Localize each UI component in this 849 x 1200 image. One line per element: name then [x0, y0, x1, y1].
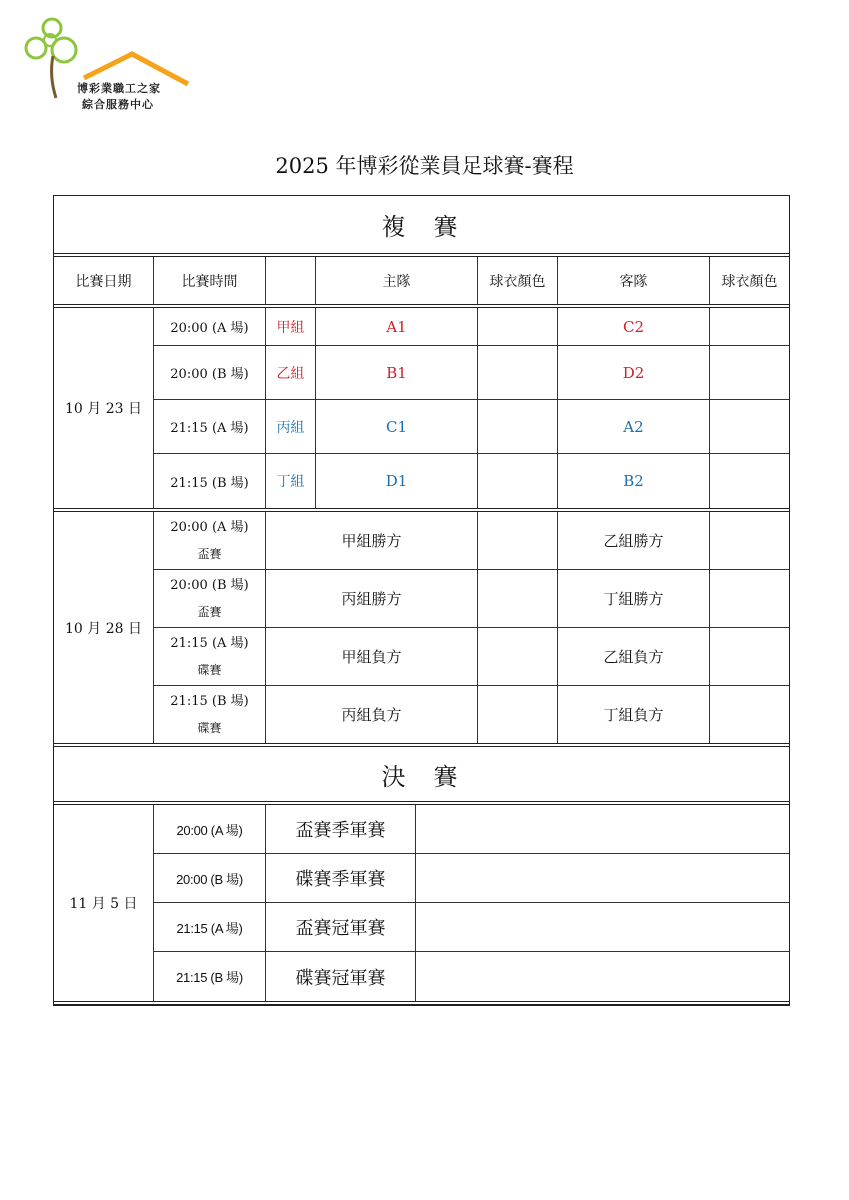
- group-label: 乙組: [266, 346, 316, 399]
- home-team: C1: [316, 400, 478, 453]
- semifinal-heading: 複賽: [54, 196, 789, 257]
- table-row: [154, 400, 789, 454]
- match-time: 20:00 (B 場): [154, 854, 266, 902]
- away-jersey-color: [710, 512, 789, 569]
- table-row: [154, 346, 789, 400]
- day-block-nov5: [54, 805, 789, 1005]
- final-heading: 決賽: [54, 747, 789, 805]
- match-time-text: 20:00 (B 場): [170, 577, 249, 593]
- home-jersey-color: [478, 570, 558, 627]
- away-jersey-color: [710, 628, 789, 685]
- header-group: [266, 257, 316, 304]
- away-team: 乙組勝方: [558, 512, 710, 569]
- match-time-text: 21:15 (A 場): [170, 635, 249, 651]
- match-notes: [416, 952, 789, 1001]
- match-time: [154, 686, 266, 743]
- logo-line-2: 綜合服務中心: [82, 98, 154, 111]
- table-row: [154, 854, 789, 903]
- table-header-row: [54, 257, 789, 308]
- match-time: 21:15 (B 場): [154, 454, 266, 508]
- match-time: 21:15 (A 場): [154, 400, 266, 453]
- away-jersey-color: [710, 686, 789, 743]
- match-time: 20:00 (B 場): [154, 346, 266, 399]
- away-jersey-color: [710, 400, 789, 453]
- away-team: 丁組負方: [558, 686, 710, 743]
- home-team: 甲組勝方: [266, 512, 478, 569]
- table-row: [154, 454, 789, 508]
- home-jersey-color: [478, 686, 558, 743]
- match-time: 21:15 (B 場): [154, 952, 266, 1001]
- table-row: [154, 952, 789, 1001]
- table-row: [154, 570, 789, 628]
- header-date: 比賽日期: [54, 257, 154, 304]
- group-label: 丙組: [266, 400, 316, 453]
- group-label: 丁組: [266, 454, 316, 508]
- schedule-table: [53, 195, 790, 1006]
- home-jersey-color: [478, 400, 558, 453]
- table-row: [154, 805, 789, 854]
- match-time-text: 21:15 (B 場): [170, 693, 249, 709]
- organization-logo: [22, 16, 197, 116]
- match-name: 盃賽季軍賽: [266, 805, 416, 853]
- home-team: 丙組勝方: [266, 570, 478, 627]
- day-block-oct28: [54, 512, 789, 747]
- match-type: 碟賽: [197, 720, 222, 735]
- away-team: A2: [558, 400, 710, 453]
- match-date: 10 月 28 日: [54, 512, 154, 743]
- match-name: 碟賽冠軍賽: [266, 952, 416, 1001]
- header-home-team: 主隊: [316, 257, 478, 304]
- home-team: D1: [316, 454, 478, 508]
- home-jersey-color: [478, 346, 558, 399]
- home-team: 丙組負方: [266, 686, 478, 743]
- match-time: 21:15 (A 場): [154, 903, 266, 951]
- table-row: [154, 512, 789, 570]
- header-time: 比賽時間: [154, 257, 266, 304]
- header-away-team: 客隊: [558, 257, 710, 304]
- match-notes: [416, 805, 789, 853]
- away-jersey-color: [710, 308, 789, 345]
- page-title: 2025 年博彩從業員足球賽-賽程: [275, 154, 574, 178]
- away-jersey-color: [710, 454, 789, 508]
- group-label: 甲組: [266, 308, 316, 345]
- home-jersey-color: [478, 308, 558, 345]
- table-row: [154, 686, 789, 743]
- logo-line-1: 博彩業職工之家: [77, 82, 161, 95]
- day-block-oct23: [54, 308, 789, 512]
- away-team: B2: [558, 454, 710, 508]
- away-jersey-color: [710, 570, 789, 627]
- home-jersey-color: [478, 628, 558, 685]
- away-team: 乙組負方: [558, 628, 710, 685]
- match-notes: [416, 854, 789, 902]
- away-team: D2: [558, 346, 710, 399]
- table-row: [154, 308, 789, 346]
- match-time: [154, 512, 266, 569]
- match-type: 盃賽: [197, 604, 222, 619]
- home-team: A1: [316, 308, 478, 345]
- match-notes: [416, 903, 789, 951]
- match-time: 20:00 (A 場): [154, 308, 266, 345]
- away-team: 丁組勝方: [558, 570, 710, 627]
- home-jersey-color: [478, 454, 558, 508]
- table-row: [154, 903, 789, 952]
- away-team: C2: [558, 308, 710, 345]
- match-date: 10 月 23 日: [54, 308, 154, 508]
- match-name: 碟賽季軍賽: [266, 854, 416, 902]
- header-home-jersey: 球衣顏色: [478, 257, 558, 304]
- away-jersey-color: [710, 346, 789, 399]
- match-type: 碟賽: [197, 662, 222, 677]
- match-type: 盃賽: [197, 546, 222, 561]
- match-name: 盃賽冠軍賽: [266, 903, 416, 951]
- home-jersey-color: [478, 512, 558, 569]
- table-row: [154, 628, 789, 686]
- match-date: 11 月 5 日: [54, 805, 154, 1001]
- header-away-jersey: 球衣顏色: [721, 273, 778, 290]
- home-team: B1: [316, 346, 478, 399]
- match-time: [154, 628, 266, 685]
- home-team: 甲組負方: [266, 628, 478, 685]
- match-time: [154, 570, 266, 627]
- match-time: 20:00 (A 場): [154, 805, 266, 853]
- match-time-text: 20:00 (A 場): [170, 519, 249, 535]
